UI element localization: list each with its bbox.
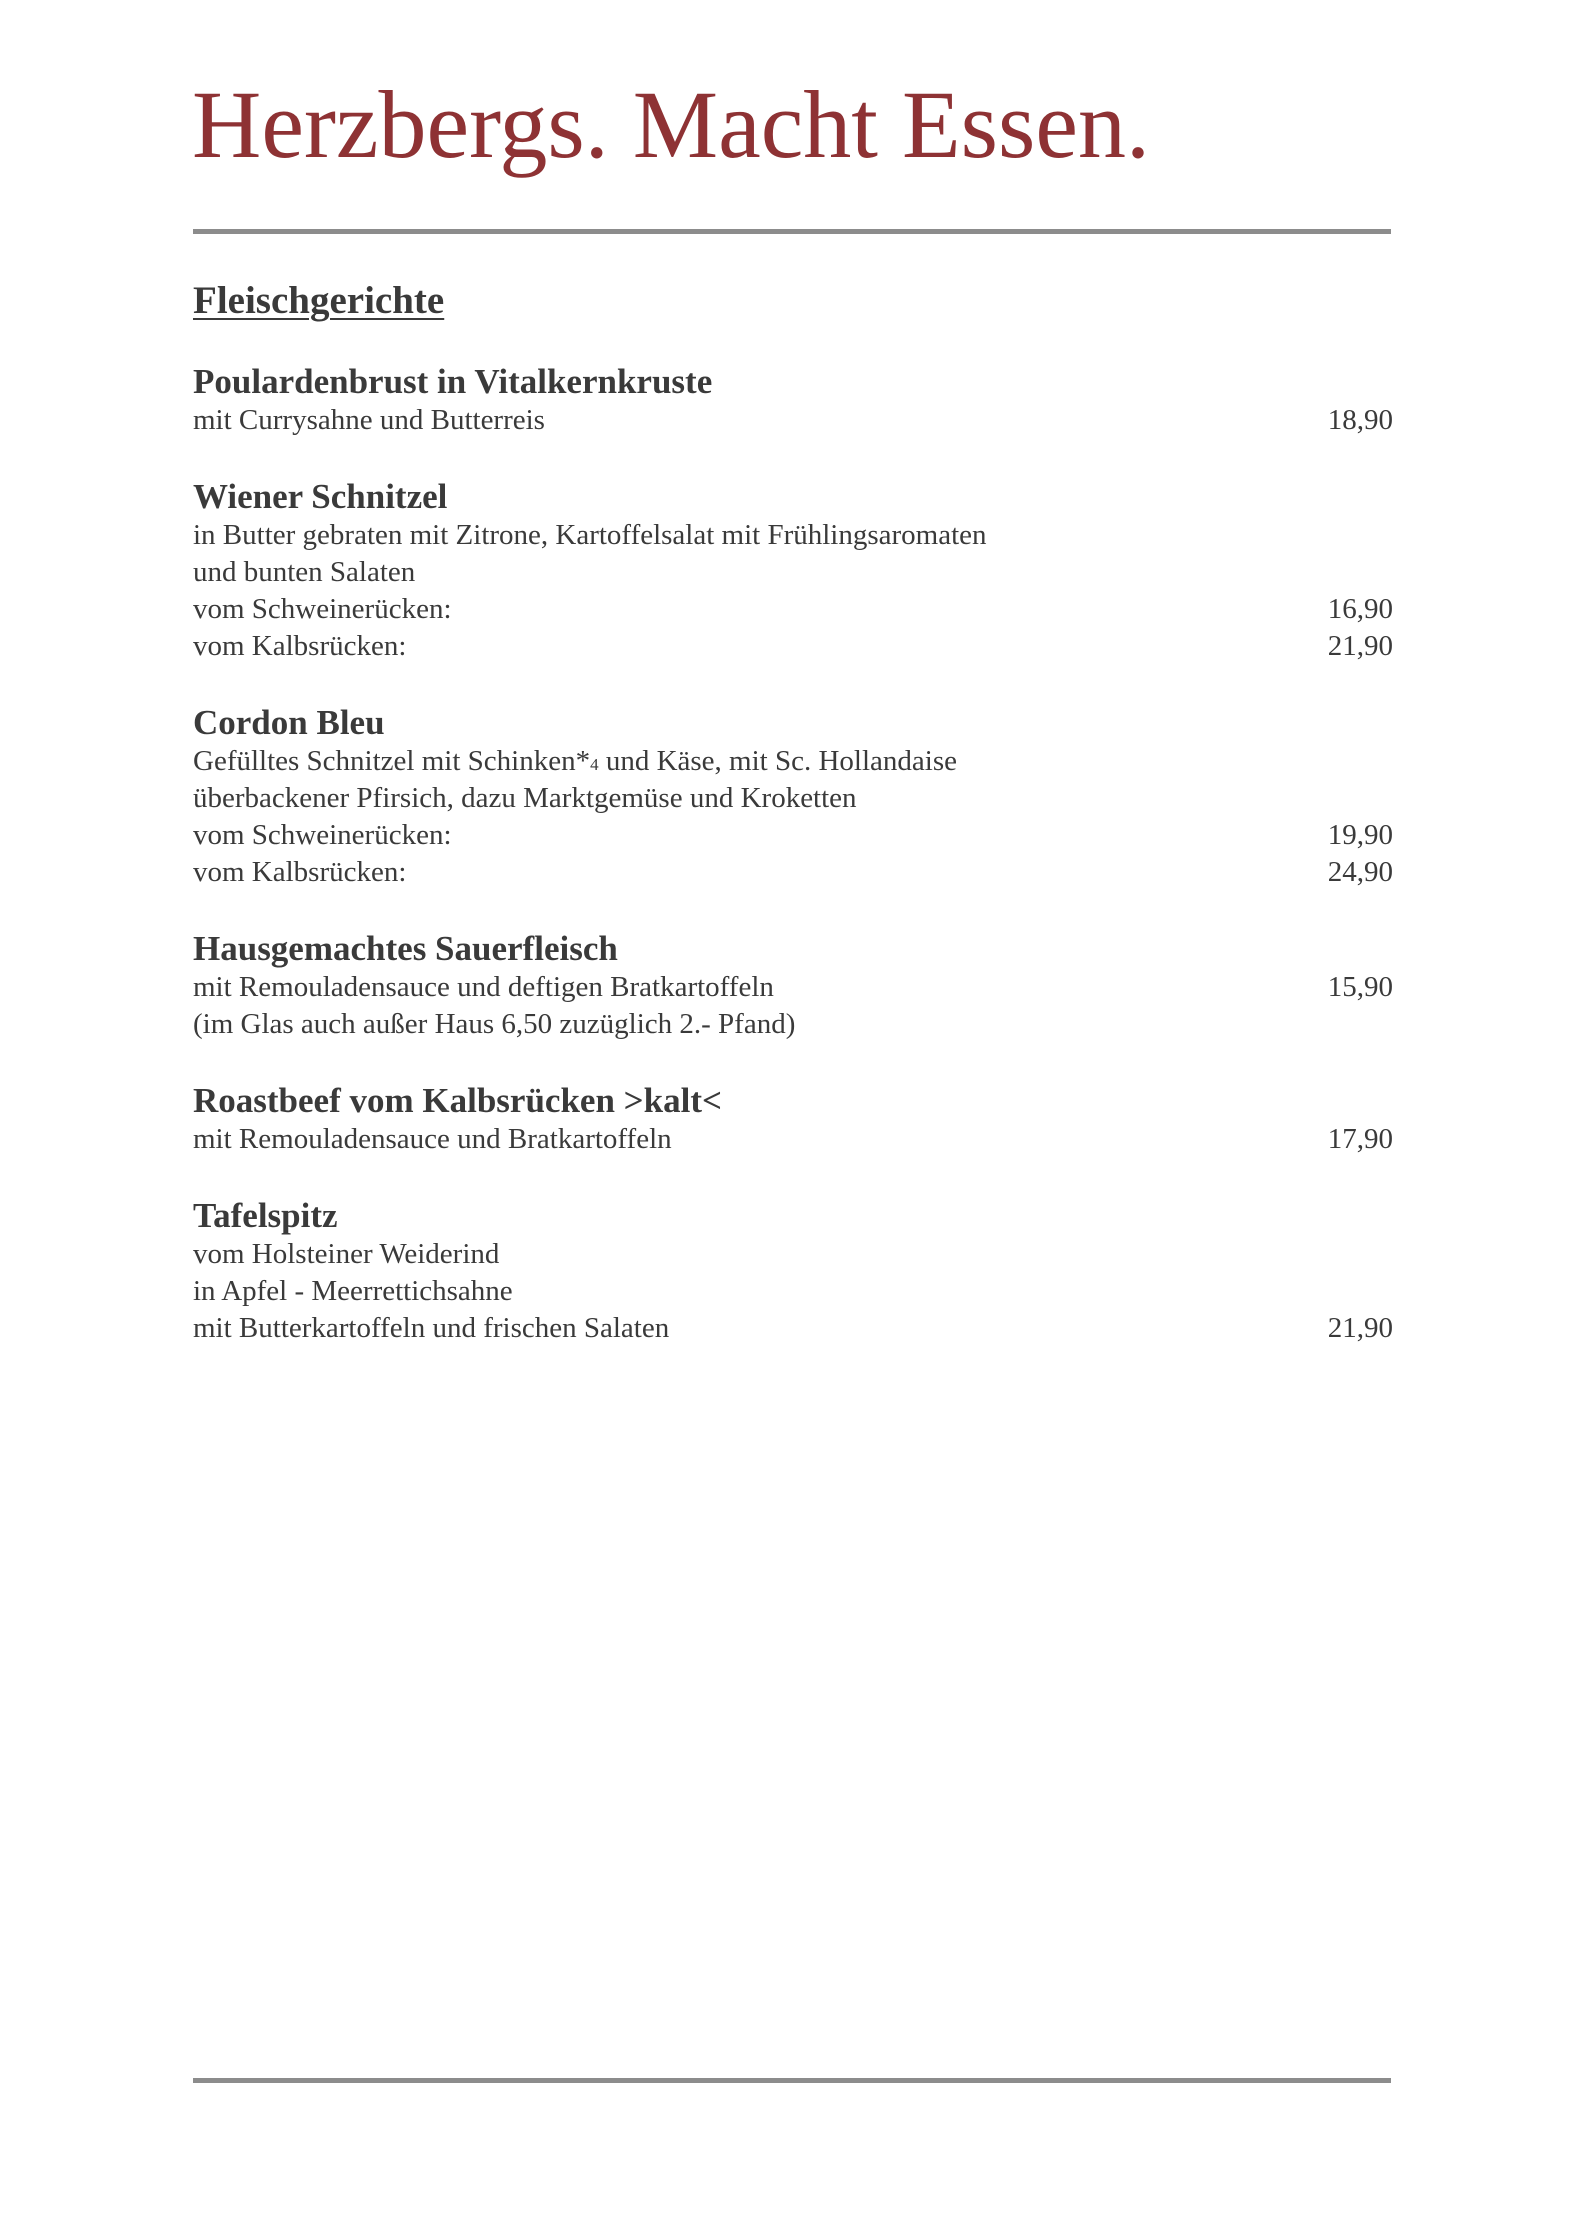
dish-name: Poulardenbrust in Vitalkernkruste [193,362,713,401]
dish-line [193,402,1393,439]
dish-description-part: und Käse, mit Sc. Hollandaise [598,745,957,777]
dish-price: 17,90 [1327,1123,1393,1155]
dish-line [193,817,1393,854]
dish-item [193,477,1393,665]
dish-item [193,1196,1393,1347]
dish-item [193,362,1393,439]
dish-line [193,1273,1393,1310]
dish-item [193,703,1393,891]
top-divider [193,229,1391,234]
dish-item [193,929,1393,1043]
dish-line [193,1121,1393,1158]
dish-description: mit Butterkartoffeln und frischen Salaten [193,1312,670,1344]
dish-price: 21,90 [1327,630,1393,662]
dish-line [193,1310,1393,1347]
dish-line [193,517,1393,554]
dish-name: Cordon Bleu [193,703,385,742]
dish-description: mit Remouladensauce und deftigen Bratkartoffeln [193,971,774,1003]
dish-item [193,1081,1393,1158]
dish-price: 18,90 [1327,404,1393,436]
dish-line [193,591,1393,628]
dish-price: 15,90 [1327,971,1393,1003]
dish-name: Wiener Schnitzel [193,477,448,516]
dish-description: mit Currysahne und Butterreis [193,404,545,436]
dish-description: in Apfel - Meerrettichsahne [193,1275,513,1307]
brand-title: Herzbergs. Macht Essen. [192,71,1150,178]
dish-description: vom Schweinerücken: [193,819,452,851]
dish-description: vom Kalbsrücken: [193,856,407,888]
dish-name: Hausgemachtes Sauerfleisch [193,929,618,968]
bottom-divider [193,2078,1391,2083]
dish-description: und bunten Salaten [193,556,416,588]
dish-line [193,969,1393,1006]
dish-description: vom Holsteiner Weiderind [193,1238,500,1270]
dish-line [193,554,1393,591]
dish-price: 21,90 [1327,1312,1393,1344]
dish-description: mit Remouladensauce und Bratkartoffeln [193,1123,672,1155]
dish-description-part: Gefülltes Schnitzel mit Schinken* [193,745,591,777]
dish-price: 16,90 [1327,593,1393,625]
dish-description: vom Schweinerücken: [193,593,452,625]
dish-name: Tafelspitz [193,1196,338,1235]
dish-description: überbackener Pfirsich, dazu Marktgemüse und Kroketten [193,782,857,814]
dish-price: 19,90 [1327,819,1393,851]
dish-description: (im Glas auch außer Haus 6,50 zuzüglich 2.- Pfand) [193,1008,796,1040]
dish-line [193,743,1393,780]
dish-line [193,1236,1393,1273]
dish-description: vom Kalbsrücken: [193,630,407,662]
dish-line [193,780,1393,817]
dish-line [193,1006,1393,1043]
dish-description [193,743,957,783]
dish-description: in Butter gebraten mit Zitrone, Kartoffelsalat mit Frühlingsaromaten [193,519,987,551]
dish-line [193,628,1393,665]
section-heading: Fleischgerichte [193,279,445,322]
dish-line [193,854,1393,891]
dish-name: Roastbeef vom Kalbsrücken >kalt< [193,1081,722,1120]
dish-price: 24,90 [1327,856,1393,888]
allergen-footnote: 4 [590,755,599,774]
menu-list [193,362,1393,1385]
